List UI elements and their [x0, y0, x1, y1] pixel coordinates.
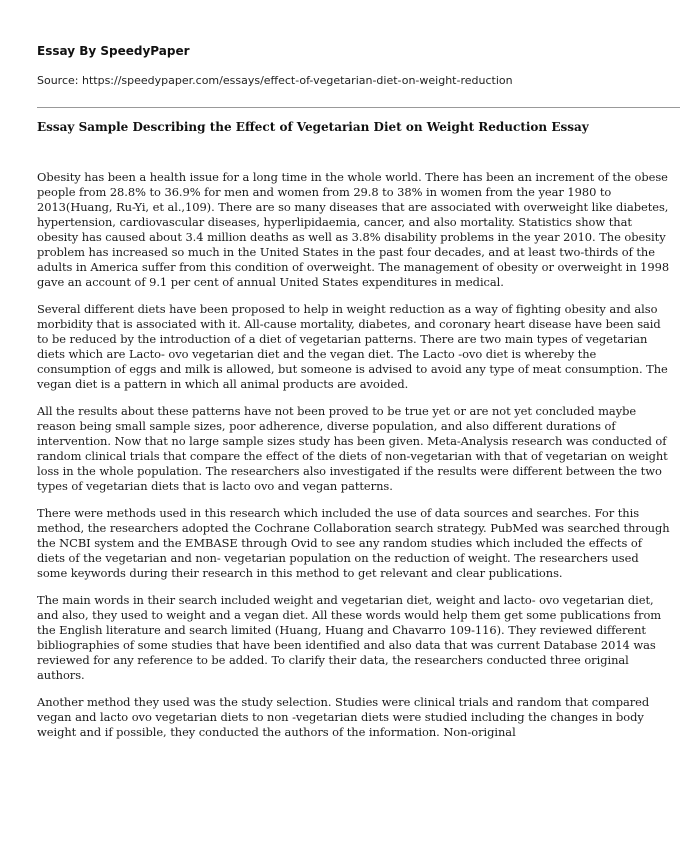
essay-title: Essay Sample Describing the Effect of Vegetarian Diet on Weight Reduction Essay [37, 120, 589, 134]
paragraph: All the results about these patterns have not been proved to be true yet or are not yet concluded maybe reason being small sample sizes, poor adherence, diverse population, and also different durations of intervention. Now that no large sample sizes study has been given. Meta-Analysis research was conducted of random clinical trials that compare the effect of the diets of non-vegetarian with that of vegetarian on weight loss in the whole population. The researchers also investigated if the results were different between the two types of vegetarian diets that is lacto ovo and vegan patterns. [37, 404, 668, 493]
paragraph: Several different diets have been proposed to help in weight reduction as a way of fighting obesity and also morbidity that is associated with it. All-cause mortality, diabetes, and coronary heart disease have been said to be reduced by the introduction of a diet of vegetarian patterns. There are two main types of vegetarian diets which are Lacto- ovo vegetarian diet and the vegan diet. The Lacto -ovo diet is whereby the consumption of eggs and milk is allowed, but someone is advised to avoid any type of meat consumption. The vegan diet is a pattern in which all animal products are avoided. [37, 302, 668, 391]
header-divider [37, 107, 680, 108]
paragraph: Obesity has been a health issue for a long time in the whole world. There has been an increment of the obese people from 28.8% to 36.9% for men and women from 29.8 to 38% in women from the year 1980 to 2013(Huang, Ru-Yi, et al.,109). There are so many diseases that are associated with overweight like diabetes, hypertension, cardiovascular diseases, hyperlipidaemia, cancer, and also mortality. Statistics show that obesity has caused about 3.4 million deaths as well as 3.8% disability problems in the year 2010. The obesity problem has increased so much in the United States in the past four decades, and at least two-thirds of the adults in America suffer from this condition of overweight. The management of obesity or overweight in 1998 gave an account of 9.1 per cent of annual United States expenditures in medical. [37, 170, 670, 289]
source-url[interactable]: https://speedypaper.com/essays/effect-of-vegetarian-diet-on-weight-reduction [82, 74, 513, 87]
paragraph: There were methods used in this research which included the use of data sources and searches. For this method, the researchers adopted the Cochrane Collaboration search strategy. PubMed was searched through the NCBI system and the EMBASE through Ovid to see any random studies which included the effects of diets of the vegetarian and non- vegetarian population on the reduction of weight. The researchers used some keywords during their research in this method to get relevant and clear publications. [37, 506, 670, 580]
source-label: Source: [37, 74, 79, 87]
paragraph: The main words in their search included weight and vegetarian diet, weight and lacto- ovo vegetarian diet, and also, they used to weight and a vegan diet. All these words would help them get some publications from the English literature and search limited (Huang, Huang and Chavarro 109-116). They reviewed different bibliographies of some studies that have been identified and also data that was current Database 2014 was reviewed for any reference to be added. To clarify their data, the researchers conducted three original authors. [37, 593, 662, 682]
site-title: Essay By SpeedyPaper [37, 44, 190, 58]
paragraph: Another method they used was the study selection. Studies were clinical trials and random that compared vegan and lacto ovo vegetarian diets to non -vegetarian diets were studied including the changes in body weight and if possible, they conducted the authors of the information. Non-original [37, 695, 650, 739]
essay-body [37, 170, 670, 740]
source-line [37, 74, 670, 87]
